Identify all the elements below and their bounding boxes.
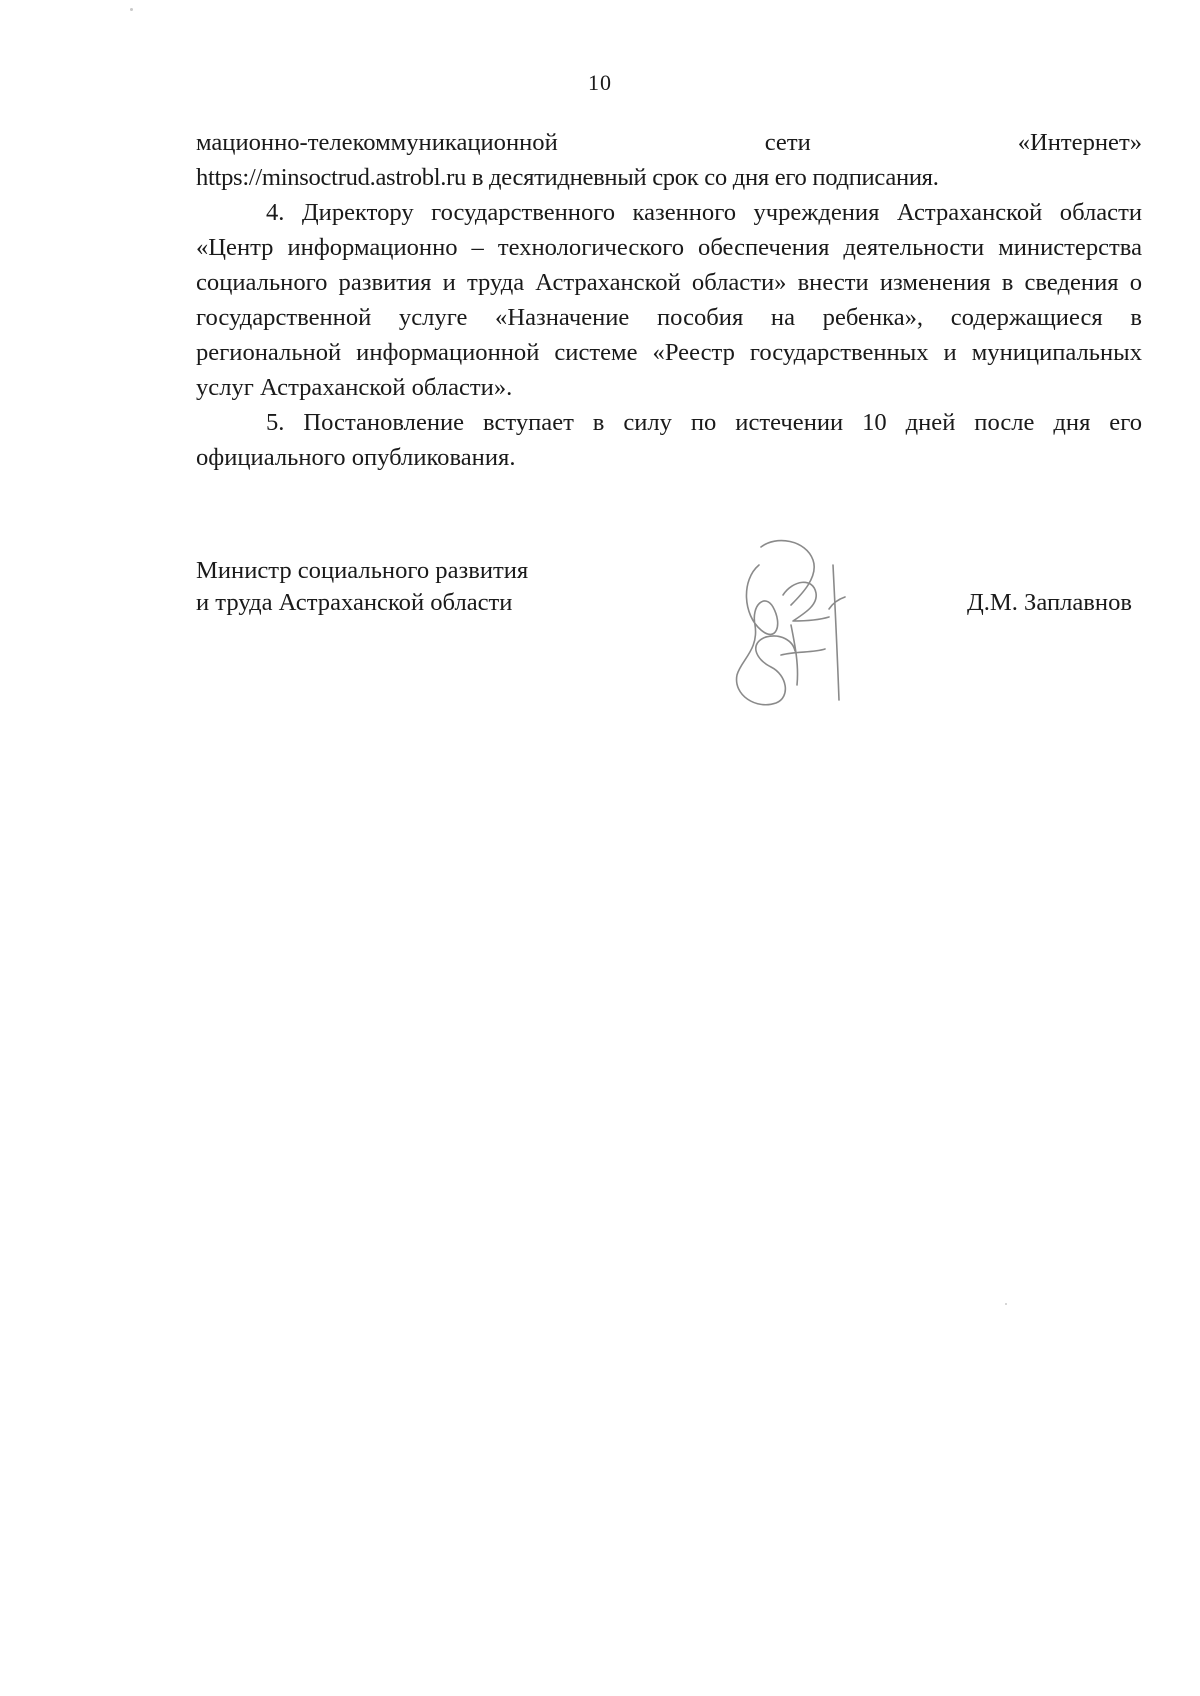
paragraph-item-4: 4. Директору государственного казенного учреждения Астраханской области «Центр информационно – технологического обеспечения деятельности министерства социального развития и труда Астраханской области» внести изменения в сведения о государственной услуге «Назначение пособия на ребенка», содержащиеся в региональной информационной системе «Реестр государственных и муниципальных услуг Астраханской области». [196,199,1142,401]
signer-name: Д.М. Заплавнов [966,589,1132,616]
continuation-first-line [196,125,1142,160]
text-segment: мационно-телекоммуникационной [196,129,558,156]
signature-block [196,555,1142,715]
text-segment: «Интернет» [1017,129,1142,156]
document-body [196,125,1142,475]
continuation-second-line: https://minsoctrud.astrobl.ru в десятидневный срок со дня его подписания. [196,164,939,191]
signer-title-line-2: и труда Астраханской области [196,589,513,616]
paragraph-continuation [196,125,1142,195]
scan-artifact [130,8,133,11]
text-segment: сети [764,129,811,156]
handwritten-signature [721,525,861,725]
page-number: 10 [588,70,612,95]
signer-title [196,555,616,619]
signer-title-line-1: Министр социального развития [196,557,529,584]
paragraph-item-5: 5. Постановление вступает в силу по истечении 10 дней после дня его официального опубликования. [196,409,1142,471]
signature-drawing [721,525,861,725]
scan-artifact [1005,1303,1007,1305]
